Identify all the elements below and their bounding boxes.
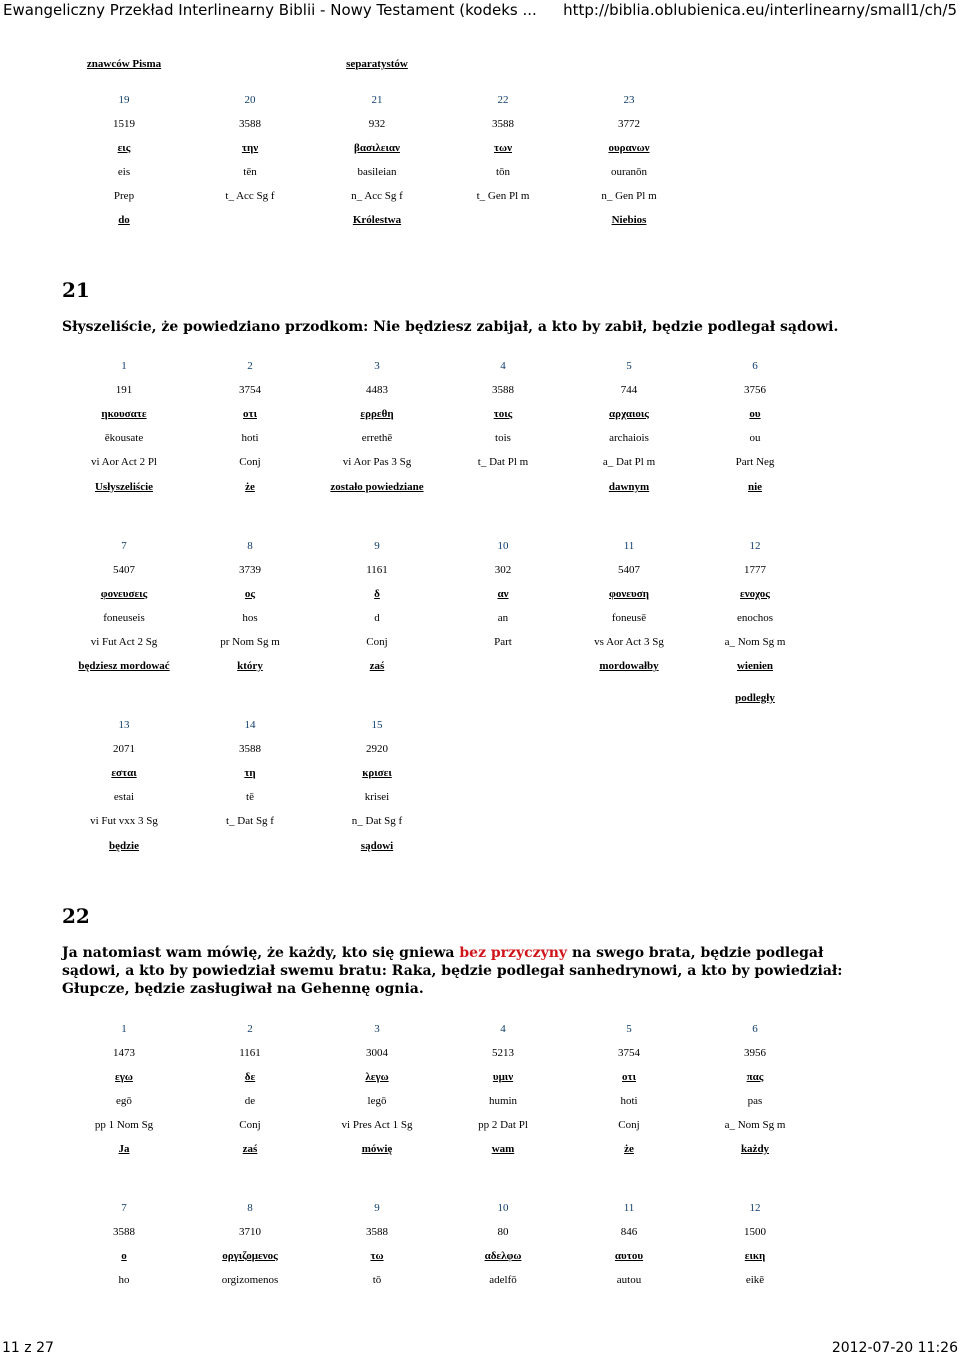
strong-number: 3710 xyxy=(239,1226,261,1238)
greek-word-link[interactable]: δε xyxy=(244,1071,256,1083)
transliteration: ēkousate xyxy=(104,432,144,444)
strong-number: 1473 xyxy=(113,1047,135,1059)
grammar-code: vi Aor Act 2 Pl xyxy=(90,456,157,468)
grammar-code: Part xyxy=(494,636,512,648)
word-number: 11 xyxy=(623,540,635,552)
strong-number: 1500 xyxy=(744,1226,766,1238)
polish-word-link[interactable]: nie xyxy=(747,481,763,493)
polish-word-link[interactable]: że xyxy=(245,481,255,493)
grammar-code: t_ Acc Sg f xyxy=(225,190,275,202)
grammar-code: t_ Gen Pl m xyxy=(476,190,530,202)
grammar-code: vi Fut Act 2 Sg xyxy=(90,636,158,648)
word-number: 2 xyxy=(247,360,253,372)
polish-word-link[interactable]: zaś xyxy=(369,660,385,672)
greek-word-link[interactable]: δ xyxy=(374,588,380,600)
strong-number: 3754 xyxy=(618,1047,640,1059)
polish-row xyxy=(0,1142,960,1158)
strong-number: 5213 xyxy=(492,1047,514,1059)
transliteration: eis xyxy=(117,166,131,178)
greek-row xyxy=(0,1070,960,1086)
greek-word-link[interactable]: εις xyxy=(117,142,131,154)
word-number: 3 xyxy=(374,360,380,372)
word-number: 12 xyxy=(749,1202,761,1214)
word-number: 22 xyxy=(497,94,509,106)
strong-number: 744 xyxy=(620,384,638,396)
greek-word-link[interactable]: εσται xyxy=(111,767,137,779)
word-number: 7 xyxy=(121,1202,127,1214)
grammar-code: Part Neg xyxy=(735,456,775,468)
word-number: 5 xyxy=(626,360,632,372)
transliteration: autou xyxy=(616,1274,642,1286)
grammar-code: t_ Dat Pl m xyxy=(477,456,529,468)
transliteration: tois xyxy=(495,432,511,444)
transliteration: tō xyxy=(372,1274,382,1286)
word-number: 9 xyxy=(374,1202,380,1214)
polish-row xyxy=(0,659,960,675)
greek-word-link[interactable]: ο xyxy=(121,1250,127,1262)
strong-number-row xyxy=(0,742,960,758)
strong-number: 4483 xyxy=(366,384,388,396)
grammar-code: vi Aor Pas 3 Sg xyxy=(342,456,412,468)
polish-word-link[interactable]: Niebios xyxy=(611,214,647,226)
strong-number: 302 xyxy=(494,564,512,576)
print-datetime: 2012-07-20 11:26 xyxy=(831,1340,958,1356)
transliteration-row xyxy=(0,165,960,181)
transliteration: krisei xyxy=(364,791,390,803)
strong-number: 846 xyxy=(620,1226,638,1238)
strong-number: 1161 xyxy=(239,1047,261,1059)
strong-number: 80 xyxy=(497,1226,509,1238)
verse-text xyxy=(62,944,862,998)
grammar-row xyxy=(0,455,960,471)
strong-number-row xyxy=(0,383,960,399)
greek-word-link[interactable]: ουρανων xyxy=(608,142,650,154)
strong-number: 5407 xyxy=(618,564,640,576)
word-link[interactable]: znawców Pisma xyxy=(86,58,162,70)
grammar-code: pr Nom Sg m xyxy=(220,636,280,648)
polish-word-link[interactable]: każdy xyxy=(740,1143,770,1155)
strong-number: 3004 xyxy=(366,1047,388,1059)
browser-print-header xyxy=(0,0,960,22)
grammar-code: n_ Acc Sg f xyxy=(351,190,403,202)
grammar-code: a_ Dat Pl m xyxy=(602,456,656,468)
polish-word-link[interactable]: sądowi xyxy=(360,840,394,852)
word-number: 6 xyxy=(752,1023,758,1035)
transliteration: errethē xyxy=(361,432,393,444)
transliteration: de xyxy=(244,1095,256,1107)
grammar-code: Conj xyxy=(366,636,388,648)
transliteration: tōn xyxy=(495,166,511,178)
word-number: 7 xyxy=(121,540,127,552)
grammar-code: pp 1 Nom Sg xyxy=(94,1119,154,1131)
greek-word-link[interactable]: αδελφω xyxy=(484,1250,522,1262)
word-number: 3 xyxy=(374,1023,380,1035)
greek-word-link[interactable]: ηκουσατε xyxy=(101,408,147,420)
greek-row xyxy=(0,1249,960,1265)
word-number-row xyxy=(0,718,960,734)
strong-number: 3756 xyxy=(744,384,766,396)
word-number-row xyxy=(0,1201,960,1217)
transliteration: ouranōn xyxy=(610,166,648,178)
greek-word-link[interactable]: υμιν xyxy=(492,1071,514,1083)
browser-print-footer xyxy=(0,1340,960,1357)
strong-number-row xyxy=(0,563,960,579)
transliteration: hoti xyxy=(241,432,259,444)
verse-text-highlight: bez przyczyny xyxy=(459,945,568,961)
transliteration-row xyxy=(0,790,960,806)
grammar-code: Prep xyxy=(113,190,135,202)
greek-word-link[interactable]: τω xyxy=(370,1250,384,1262)
transliteration: ou xyxy=(749,432,761,444)
transliteration: adelfō xyxy=(489,1274,517,1286)
word-number-row xyxy=(0,359,960,375)
greek-row xyxy=(0,407,960,423)
greek-word-link[interactable]: οτι xyxy=(243,408,257,420)
verse-text: Słyszeliście, że powiedziano przodkom: Nie będziesz zabijał, a kto by zabił, będzie podlegał sądowi. xyxy=(62,319,839,335)
transliteration: an xyxy=(497,612,509,624)
polish-word-link[interactable]: Ja xyxy=(118,1143,130,1155)
word-number: 4 xyxy=(500,1023,506,1035)
greek-word-link[interactable]: αυτου xyxy=(614,1250,644,1262)
word-number: 4 xyxy=(500,360,506,372)
word-number: 6 xyxy=(752,360,758,372)
polish-word-link[interactable]: dawnym xyxy=(608,481,650,493)
transliteration: orgizomenos xyxy=(221,1274,279,1286)
grammar-code: Conj xyxy=(239,1119,261,1131)
greek-word-link[interactable]: τη xyxy=(244,767,256,779)
strong-number: 932 xyxy=(368,118,386,130)
strong-number: 3588 xyxy=(113,1226,135,1238)
word-link[interactable]: separatystów xyxy=(346,58,408,70)
greek-word-link[interactable]: κρισει xyxy=(362,767,392,779)
greek-word-link[interactable]: ενοχος xyxy=(740,588,770,600)
polish-word-link[interactable]: że xyxy=(624,1143,634,1155)
grammar-code: a_ Nom Sg m xyxy=(724,1119,786,1131)
greek-word-link[interactable]: λεγω xyxy=(365,1071,389,1083)
word-number: 5 xyxy=(626,1023,632,1035)
verse-text-part: Ja natomiast wam mówię, że każdy, kto się gniewa xyxy=(62,945,460,961)
grammar-code: a_ Nom Sg m xyxy=(724,636,786,648)
transliteration: basileian xyxy=(357,166,397,178)
polish-continuation-row xyxy=(0,691,960,707)
strong-number: 3588 xyxy=(239,118,261,130)
word-number: 8 xyxy=(247,1202,253,1214)
grammar-code: Conj xyxy=(618,1119,640,1131)
transliteration-row xyxy=(0,1094,960,1110)
greek-row xyxy=(0,766,960,782)
word-number-row xyxy=(0,1022,960,1038)
polish-word-link[interactable]: zostało powiedziane xyxy=(330,481,424,493)
grammar-row xyxy=(0,1118,960,1134)
greek-word-link[interactable]: φονευσεις xyxy=(100,588,148,600)
polish-row xyxy=(0,213,960,229)
polish-word-link[interactable]: wienien xyxy=(736,660,774,672)
transliteration: ho xyxy=(118,1274,130,1286)
polish-row xyxy=(0,839,960,855)
word-number: 9 xyxy=(374,540,380,552)
transliteration: tē xyxy=(246,791,254,803)
page-counter: 11 z 27 xyxy=(2,1340,54,1356)
strong-number-row xyxy=(0,117,960,133)
polish-word-link[interactable]: podległy xyxy=(735,692,775,704)
page-title: Ewangeliczny Przekład Interlinearny Biblii - Nowy Testament (kodeks ... xyxy=(3,1,537,19)
greek-word-link[interactable]: ερρεθη xyxy=(360,408,394,420)
page-url[interactable]: http://biblia.oblubienica.eu/interlinearny/small1/ch/5 xyxy=(563,1,957,19)
transliteration: archaiois xyxy=(609,432,649,444)
transliteration: estai xyxy=(113,791,135,803)
transliteration-row xyxy=(0,611,960,627)
greek-word-link[interactable]: ου xyxy=(749,408,761,420)
strong-number: 3739 xyxy=(239,564,261,576)
polish-word-link[interactable]: mordowałby xyxy=(599,660,659,672)
polish-word-link[interactable]: Usłyszeliście xyxy=(94,481,154,493)
greek-word-link[interactable]: οργιζομενος xyxy=(222,1250,278,1262)
word-number: 2 xyxy=(247,1023,253,1035)
transliteration: legō xyxy=(367,1095,387,1107)
greek-word-link[interactable]: την xyxy=(241,142,259,154)
greek-word-link[interactable]: εγω xyxy=(115,1071,133,1083)
word-number: 13 xyxy=(118,719,130,731)
word-number: 8 xyxy=(247,540,253,552)
polish-word-link[interactable]: mówię xyxy=(361,1143,393,1155)
word-number-row xyxy=(0,93,960,109)
transliteration: eikē xyxy=(745,1274,765,1286)
transliteration-row xyxy=(0,1273,960,1289)
transliteration: pas xyxy=(747,1095,763,1107)
greek-word-link[interactable]: αρχαιοις xyxy=(609,408,649,420)
transliteration: d xyxy=(374,612,380,624)
strong-number: 3772 xyxy=(618,118,640,130)
greek-word-link[interactable]: των xyxy=(493,142,513,154)
greek-word-link[interactable]: φονευση xyxy=(609,588,649,600)
strong-number: 1519 xyxy=(113,118,135,130)
strong-number: 2071 xyxy=(113,743,135,755)
polish-word-link[interactable]: będzie xyxy=(109,840,139,852)
strong-number: 191 xyxy=(115,384,133,396)
transliteration: egō xyxy=(116,1095,132,1107)
word-number: 1 xyxy=(121,360,127,372)
strong-number: 1777 xyxy=(744,564,766,576)
polish-row xyxy=(0,480,960,496)
grammar-row xyxy=(0,189,960,205)
transliteration: tēn xyxy=(243,166,257,178)
grammar-code: n_ Gen Pl m xyxy=(601,190,657,202)
strong-number: 3588 xyxy=(366,1226,388,1238)
strong-number: 5407 xyxy=(113,564,135,576)
grammar-row xyxy=(0,635,960,651)
verse-number: 22 xyxy=(62,904,90,928)
word-number: 23 xyxy=(623,94,635,106)
verse-number: 21 xyxy=(62,278,90,302)
transliteration: enochos xyxy=(736,612,774,624)
word-number: 11 xyxy=(623,1202,635,1214)
greek-word-link[interactable]: βασιλειαν xyxy=(354,142,400,154)
greek-word-link[interactable]: τοις xyxy=(493,408,513,420)
greek-row xyxy=(0,141,960,157)
polish-word-link[interactable]: do xyxy=(118,214,130,226)
strong-number: 2920 xyxy=(366,743,388,755)
word-number: 19 xyxy=(118,94,130,106)
strong-number: 1161 xyxy=(366,564,388,576)
word-number: 20 xyxy=(244,94,256,106)
polish-word-link[interactable]: Królestwa xyxy=(352,214,402,226)
word-number: 1 xyxy=(121,1023,127,1035)
grammar-row xyxy=(0,814,960,830)
polish-word-link[interactable]: wam xyxy=(491,1143,515,1155)
greek-row xyxy=(0,587,960,603)
word-number-row xyxy=(0,539,960,555)
transliteration: hos xyxy=(242,612,258,624)
polish-word-link[interactable]: będziesz mordować xyxy=(78,660,170,672)
top-fragment-row xyxy=(0,57,960,73)
polish-word-link[interactable]: zaś xyxy=(242,1143,258,1155)
polish-word-link[interactable]: który xyxy=(237,660,263,672)
strong-number: 3588 xyxy=(492,118,514,130)
grammar-code: t_ Dat Sg f xyxy=(226,815,274,827)
verse-text-part: na swego brata, będzie podlegał sądowi, a kto by powiedział swemu bratu: Raka, będzie podlegał sanhedrynowi, a kto by powiedział: Głupcze, będzie zasługiwał na Gehennę ognia. xyxy=(62,945,843,997)
grammar-code: vi Pres Act 1 Sg xyxy=(341,1119,413,1131)
word-number: 10 xyxy=(497,1202,509,1214)
word-number: 12 xyxy=(749,540,761,552)
word-number: 10 xyxy=(497,540,509,552)
greek-word-link[interactable]: πας xyxy=(746,1071,764,1083)
greek-word-link[interactable]: εικη xyxy=(744,1250,766,1262)
strong-number-row xyxy=(0,1046,960,1062)
transliteration: hoti xyxy=(620,1095,638,1107)
strong-number: 3588 xyxy=(492,384,514,396)
greek-word-link[interactable]: οτι xyxy=(622,1071,636,1083)
word-number: 14 xyxy=(244,719,256,731)
word-number: 21 xyxy=(371,94,383,106)
greek-word-link[interactable]: αν xyxy=(497,588,509,600)
transliteration: foneuseis xyxy=(103,612,145,624)
transliteration: humin xyxy=(488,1095,518,1107)
strong-number: 3754 xyxy=(239,384,261,396)
greek-word-link[interactable]: ος xyxy=(244,588,256,600)
grammar-code: Conj xyxy=(239,456,261,468)
grammar-code: vs Aor Act 3 Sg xyxy=(594,636,664,648)
grammar-code: n_ Dat Sg f xyxy=(351,815,403,827)
grammar-code: vi Fut vxx 3 Sg xyxy=(90,815,158,827)
transliteration-row xyxy=(0,431,960,447)
word-number: 15 xyxy=(371,719,383,731)
transliteration: foneusē xyxy=(611,612,647,624)
strong-number: 3956 xyxy=(744,1047,766,1059)
strong-number: 3588 xyxy=(239,743,261,755)
grammar-code: pp 2 Dat Pl xyxy=(478,1119,528,1131)
strong-number-row xyxy=(0,1225,960,1241)
